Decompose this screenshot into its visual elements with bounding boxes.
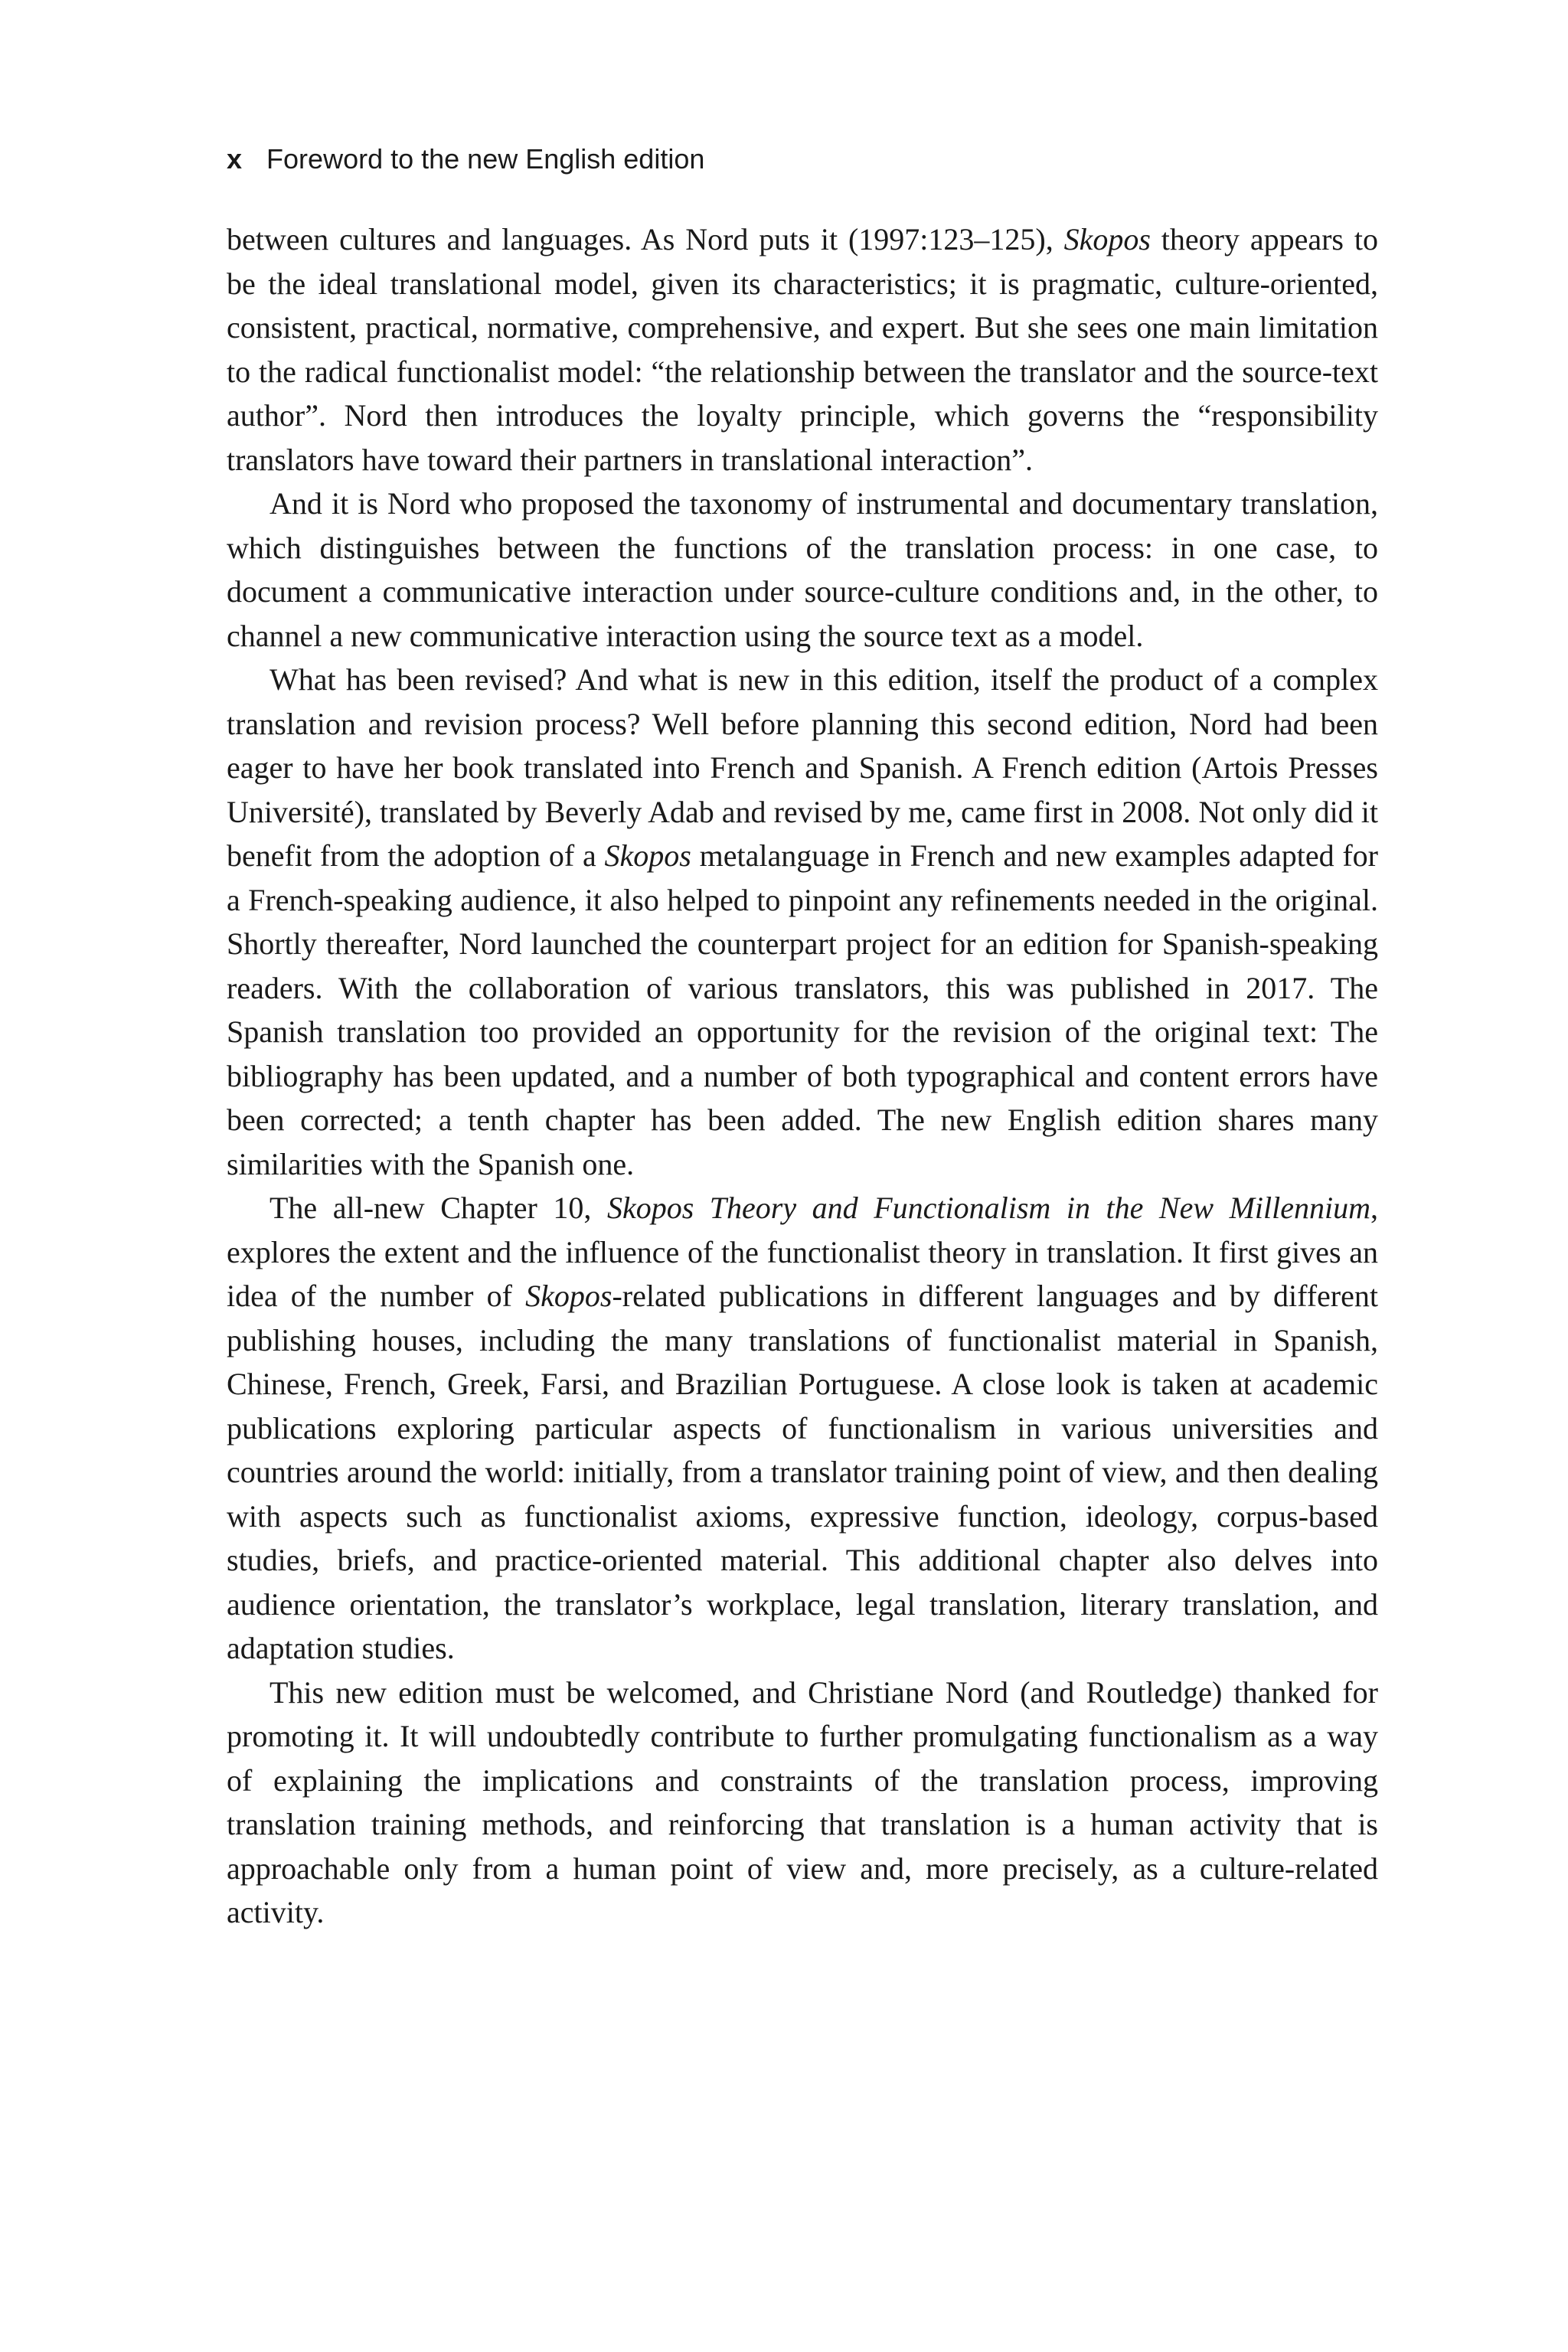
book-page (227, 142, 1378, 1935)
text-segment: The all-new Chapter 10, (270, 1191, 607, 1225)
text-segment: This new edition must be welcomed, and Christiane Nord (and Routledge) thanked for promoting it. It will undoubtedly contribute to further promulgating functionalism as a way of explaining the implications and constraints of the translation process, improving translation training methods, and reinforcing that translation is a human activity that is approachable only from a human point of view and, more precisely, as a culture-related activity. (227, 1674, 1378, 1929)
paragraph (227, 658, 1378, 1186)
text-segment: What has been revised? And what is new in this edition, itself the product of a complex translation and revision process? Well before planning this second edition, Nord had been eager to have her book translated into French and Spanish. A French edition (Artois Presses Université), translated by Beverly Adab and revised by me, came first in 2008. Not only did it benefit from the adoption of a (227, 662, 1378, 873)
italic-text: Skopos (604, 838, 691, 873)
italic-text: Skopos Theory and Functionalism in the New Millennium (606, 1191, 1370, 1225)
paragraph (227, 1671, 1378, 1935)
running-head-title: Foreword to the new English edition (266, 143, 705, 175)
running-head (227, 142, 1378, 176)
italic-text: Skopos (525, 1279, 612, 1313)
text-segment: theory appears to be the ideal translational model, given its characteristics; it is pragmatic, culture-oriented, consistent, practical, normative, comprehensive, and expert. But she sees one main limitation to the radical functionalist model: “the relationship between the translator and the source-text author”. Nord then introduces the loyalty principle, which governs the “responsibility translators have toward their partners in translational interaction”. (227, 222, 1378, 477)
text-segment: metalanguage in French and new examples adapted for a French-speaking audience, it also helped to pinpoint any refinements needed in the original. Shortly thereafter, Nord launched the counterpart project for an edition for Spanish-speaking readers. With the collaboration of various translators, this was published in 2017. The Spanish translation too provided an opportunity for the revision of the original text: The bibliography has been updated, and a number of both typographical and content errors have been corrected; a tenth chapter has been added. The new English edition shares many similarities with the Spanish one. (227, 838, 1379, 1181)
text-segment: And it is Nord who proposed the taxonomy of instrumental and documentary translation, which distinguishes between the functions of the translation process: in one case, to document a communicative interaction under source-culture conditions and, in the other, to channel a new communicative interaction using the source text as a model. (227, 486, 1378, 653)
paragraph (227, 217, 1378, 482)
body-text (227, 217, 1378, 1935)
text-segment: -related publications in different languages and by different publishing houses, including the many translations of functionalist material in Spanish, Chinese, French, Greek, Farsi, and Brazilian Portuguese. A close look is taken at academic publications exploring particular aspects of functionalism in various universities and countries around the world: initially, from a translator training point of view, and then dealing with aspects such as functionalist axioms, expressive function, ideology, corpus-based studies, briefs, and practice-oriented material. This additional chapter also delves into audience orientation, the translator’s workplace, legal translation, literary translation, and adaptation studies. (227, 1279, 1378, 1665)
text-segment: between cultures and languages. As Nord puts it (1997:123–125), (227, 222, 1064, 256)
italic-text: Skopos (1063, 222, 1151, 256)
paragraph (227, 1186, 1378, 1671)
paragraph (227, 482, 1378, 658)
page-number: x (227, 143, 243, 175)
text-segment: , explores the extent and the influence of the functionalist theory in translation. It first gives an idea of the number of (227, 1191, 1378, 1313)
